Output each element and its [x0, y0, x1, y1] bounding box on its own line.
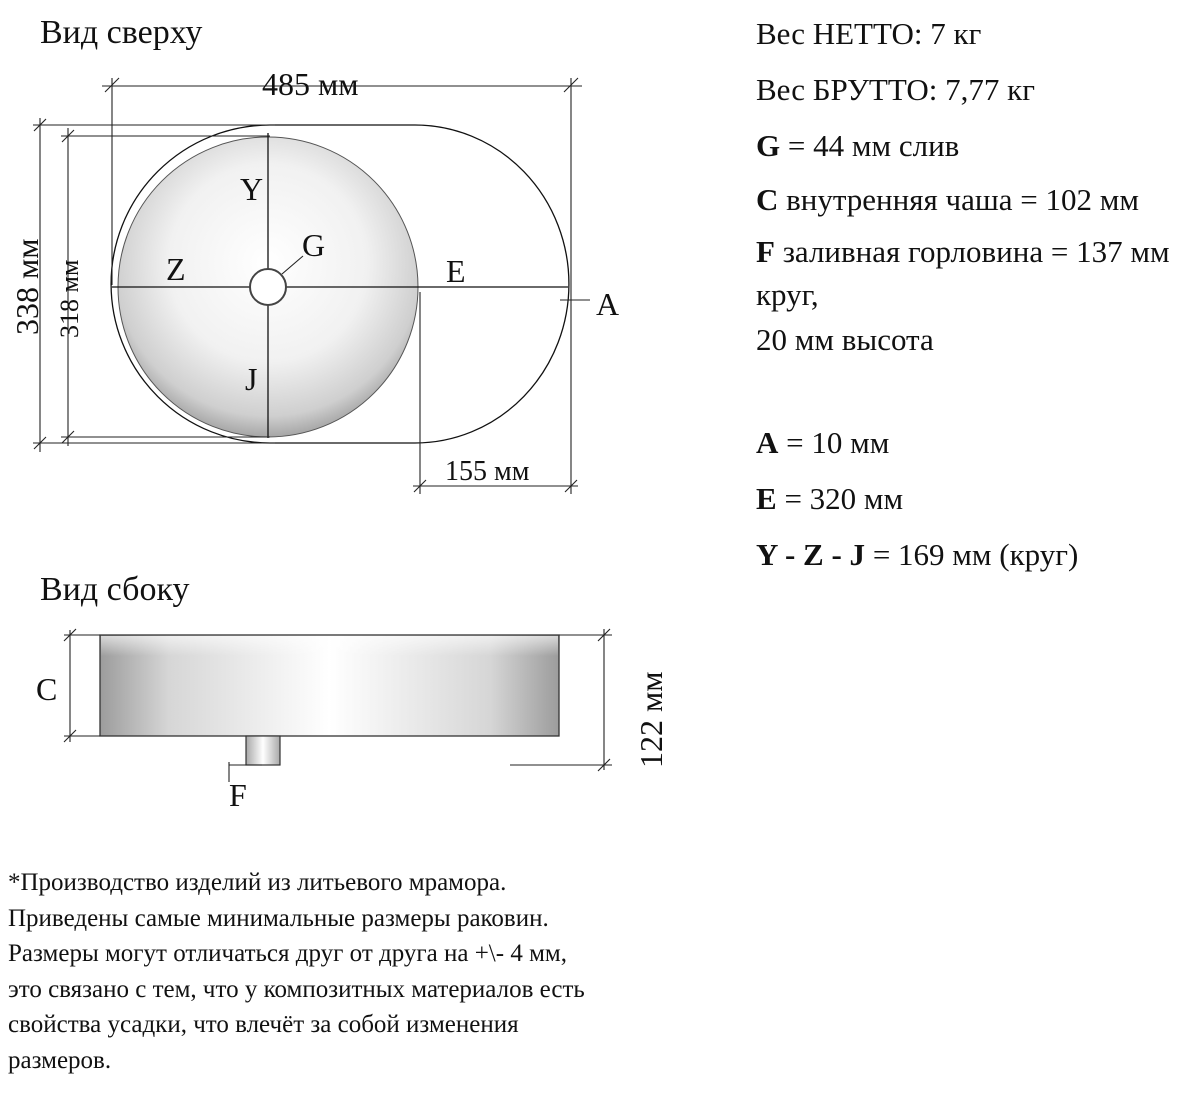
outer-height-label: 338 мм	[9, 238, 45, 335]
label-y: Y	[240, 171, 264, 207]
label-f: F	[229, 777, 247, 813]
spec-e-key: E	[756, 481, 777, 516]
side-view-sink	[100, 635, 559, 765]
label-j: J	[245, 361, 258, 397]
spec-g-key: G	[756, 128, 781, 163]
spec-c-text: внутренняя чаша = 102 мм	[778, 182, 1139, 217]
footnote-line: свойства усадки, что влечёт за собой изменения	[8, 1011, 519, 1038]
spec-yzj-text: = 169 мм (круг)	[865, 537, 1079, 572]
spec-f-height: 20 мм высота	[756, 322, 934, 357]
spec-g	[756, 122, 1196, 169]
spec-yzj	[756, 531, 1196, 578]
specifications-list	[756, 10, 1196, 587]
spec-f-text: заливная горловина = 137 мм круг,	[756, 234, 1170, 312]
spec-gross-weight: Вес БРУТТО: 7,77 кг	[756, 72, 1035, 107]
label-z: Z	[166, 251, 186, 287]
side-view-title: Вид сбоку	[40, 571, 190, 608]
spec-e-text: = 320 мм	[776, 481, 904, 516]
footnote-line: Размеры могут отличаться друг от друга на +\- 4 мм,	[8, 940, 567, 967]
spec-f	[756, 230, 1196, 316]
spec-net-weight: Вес НЕТТО: 7 кг	[756, 16, 982, 51]
label-g: G	[302, 227, 326, 263]
spec-f-key: F	[756, 234, 775, 269]
footnote-line: Приведены самые минимальные размеры раковин.	[8, 904, 549, 932]
label-c: C	[36, 671, 58, 707]
footnote-line: размеров.	[8, 1046, 112, 1074]
spec-c	[756, 178, 1196, 221]
c-dimension	[64, 629, 100, 742]
footnote	[8, 865, 748, 1078]
right-part-label: 155 мм	[445, 456, 530, 487]
inner-height-label: 318 мм	[55, 259, 84, 338]
spec-a-text: = 10 мм	[778, 425, 890, 460]
spec-yzj-key: Y - Z - J	[756, 537, 866, 572]
label-e: E	[446, 253, 466, 289]
top-view-title: Вид сверху	[40, 14, 203, 51]
spec-g-text: = 44 мм слив	[780, 128, 960, 163]
drain-hole	[250, 269, 286, 305]
spec-a	[756, 419, 1196, 466]
spec-c-key: C	[756, 182, 779, 217]
footnote-line: это связано с тем, что у композитных материалов есть	[8, 975, 585, 1003]
footnote-line: *Производство изделий из литьевого мрамора.	[8, 869, 507, 896]
spec-a-key: A	[756, 425, 779, 460]
width-dimension-label: 485 мм	[262, 66, 359, 102]
height-label: 122 мм	[633, 671, 669, 768]
label-a: A	[596, 286, 620, 322]
spec-e	[756, 475, 1196, 522]
side-drain-neck	[246, 736, 280, 765]
